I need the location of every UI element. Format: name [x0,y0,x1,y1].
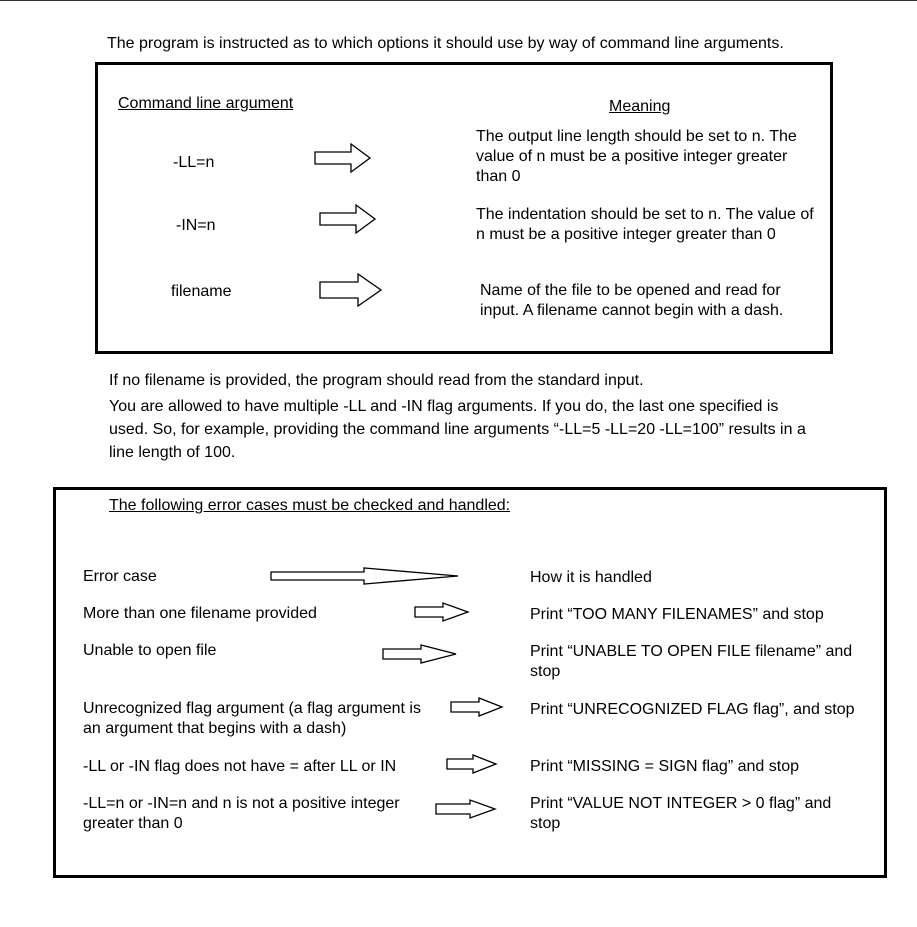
meaning-in: The indentation should be set to n. The value of n must be a positive integer greater than 0 [476,206,814,243]
meaning-filename: Name of the file to be opened and read for input. A filename cannot begin with a dash. [480,282,784,319]
right-arrow-icon [381,644,459,664]
error-case-5: -LL=n or -IN=n and n is not a positive integer greater than 0 [83,795,400,832]
meaning-ll: The output line length should be set to n. The value of n must be a positive integer greater than 0 [476,128,797,185]
error-case-4: -LL or -IN flag does not have = after LL or IN [83,758,397,775]
handled-2: Print “UNABLE TO OPEN FILE filename” and stop [530,643,853,680]
long-right-arrow-icon [269,567,461,587]
intro-text: The program is instructed as to which options it should use by way of command line arguments. [107,35,784,52]
argument-column-header: Command line argument [118,95,294,112]
handled-3: Print “UNRECOGNIZED FLAG flag”, and stop [530,701,855,718]
right-arrow-icon [313,143,373,173]
right-arrow-icon [445,754,499,774]
meaning-column-header: Meaning [609,98,671,115]
right-arrow-icon [413,602,471,622]
handled-4: Print “MISSING = SIGN flag” and stop [530,758,799,775]
right-arrow-icon [434,799,498,819]
argument-ll: -LL=n [173,154,215,171]
error-cases-heading: The following error cases must be checked and handled: [109,497,511,514]
right-arrow-icon [318,273,384,307]
top-border-line [0,0,917,1]
handled-column-header: How it is handled [530,569,652,586]
argument-filename: filename [171,283,232,300]
argument-in: -IN=n [176,217,216,234]
error-case-1: More than one filename provided [83,605,317,622]
note-multiple-flags: You are allowed to have multiple -LL and -IN flag arguments. If you do, the last one specified is used. So, for example, providing the command line arguments “-LL=5 -LL=20 -LL=100” results in a line length of 100. [109,398,806,461]
note-standard-input: If no filename is provided, the program should read from the standard input. [109,372,644,389]
error-case-2: Unable to open file [83,642,217,659]
error-case-3: Unrecognized flag argument (a flag argument is an argument that begins with a dash) [83,700,421,737]
error-case-column-header: Error case [83,568,157,585]
right-arrow-icon [449,697,505,717]
handled-5: Print “VALUE NOT INTEGER > 0 flag” and stop [530,795,832,832]
right-arrow-icon [318,204,378,234]
handled-1: Print “TOO MANY FILENAMES” and stop [530,606,824,623]
